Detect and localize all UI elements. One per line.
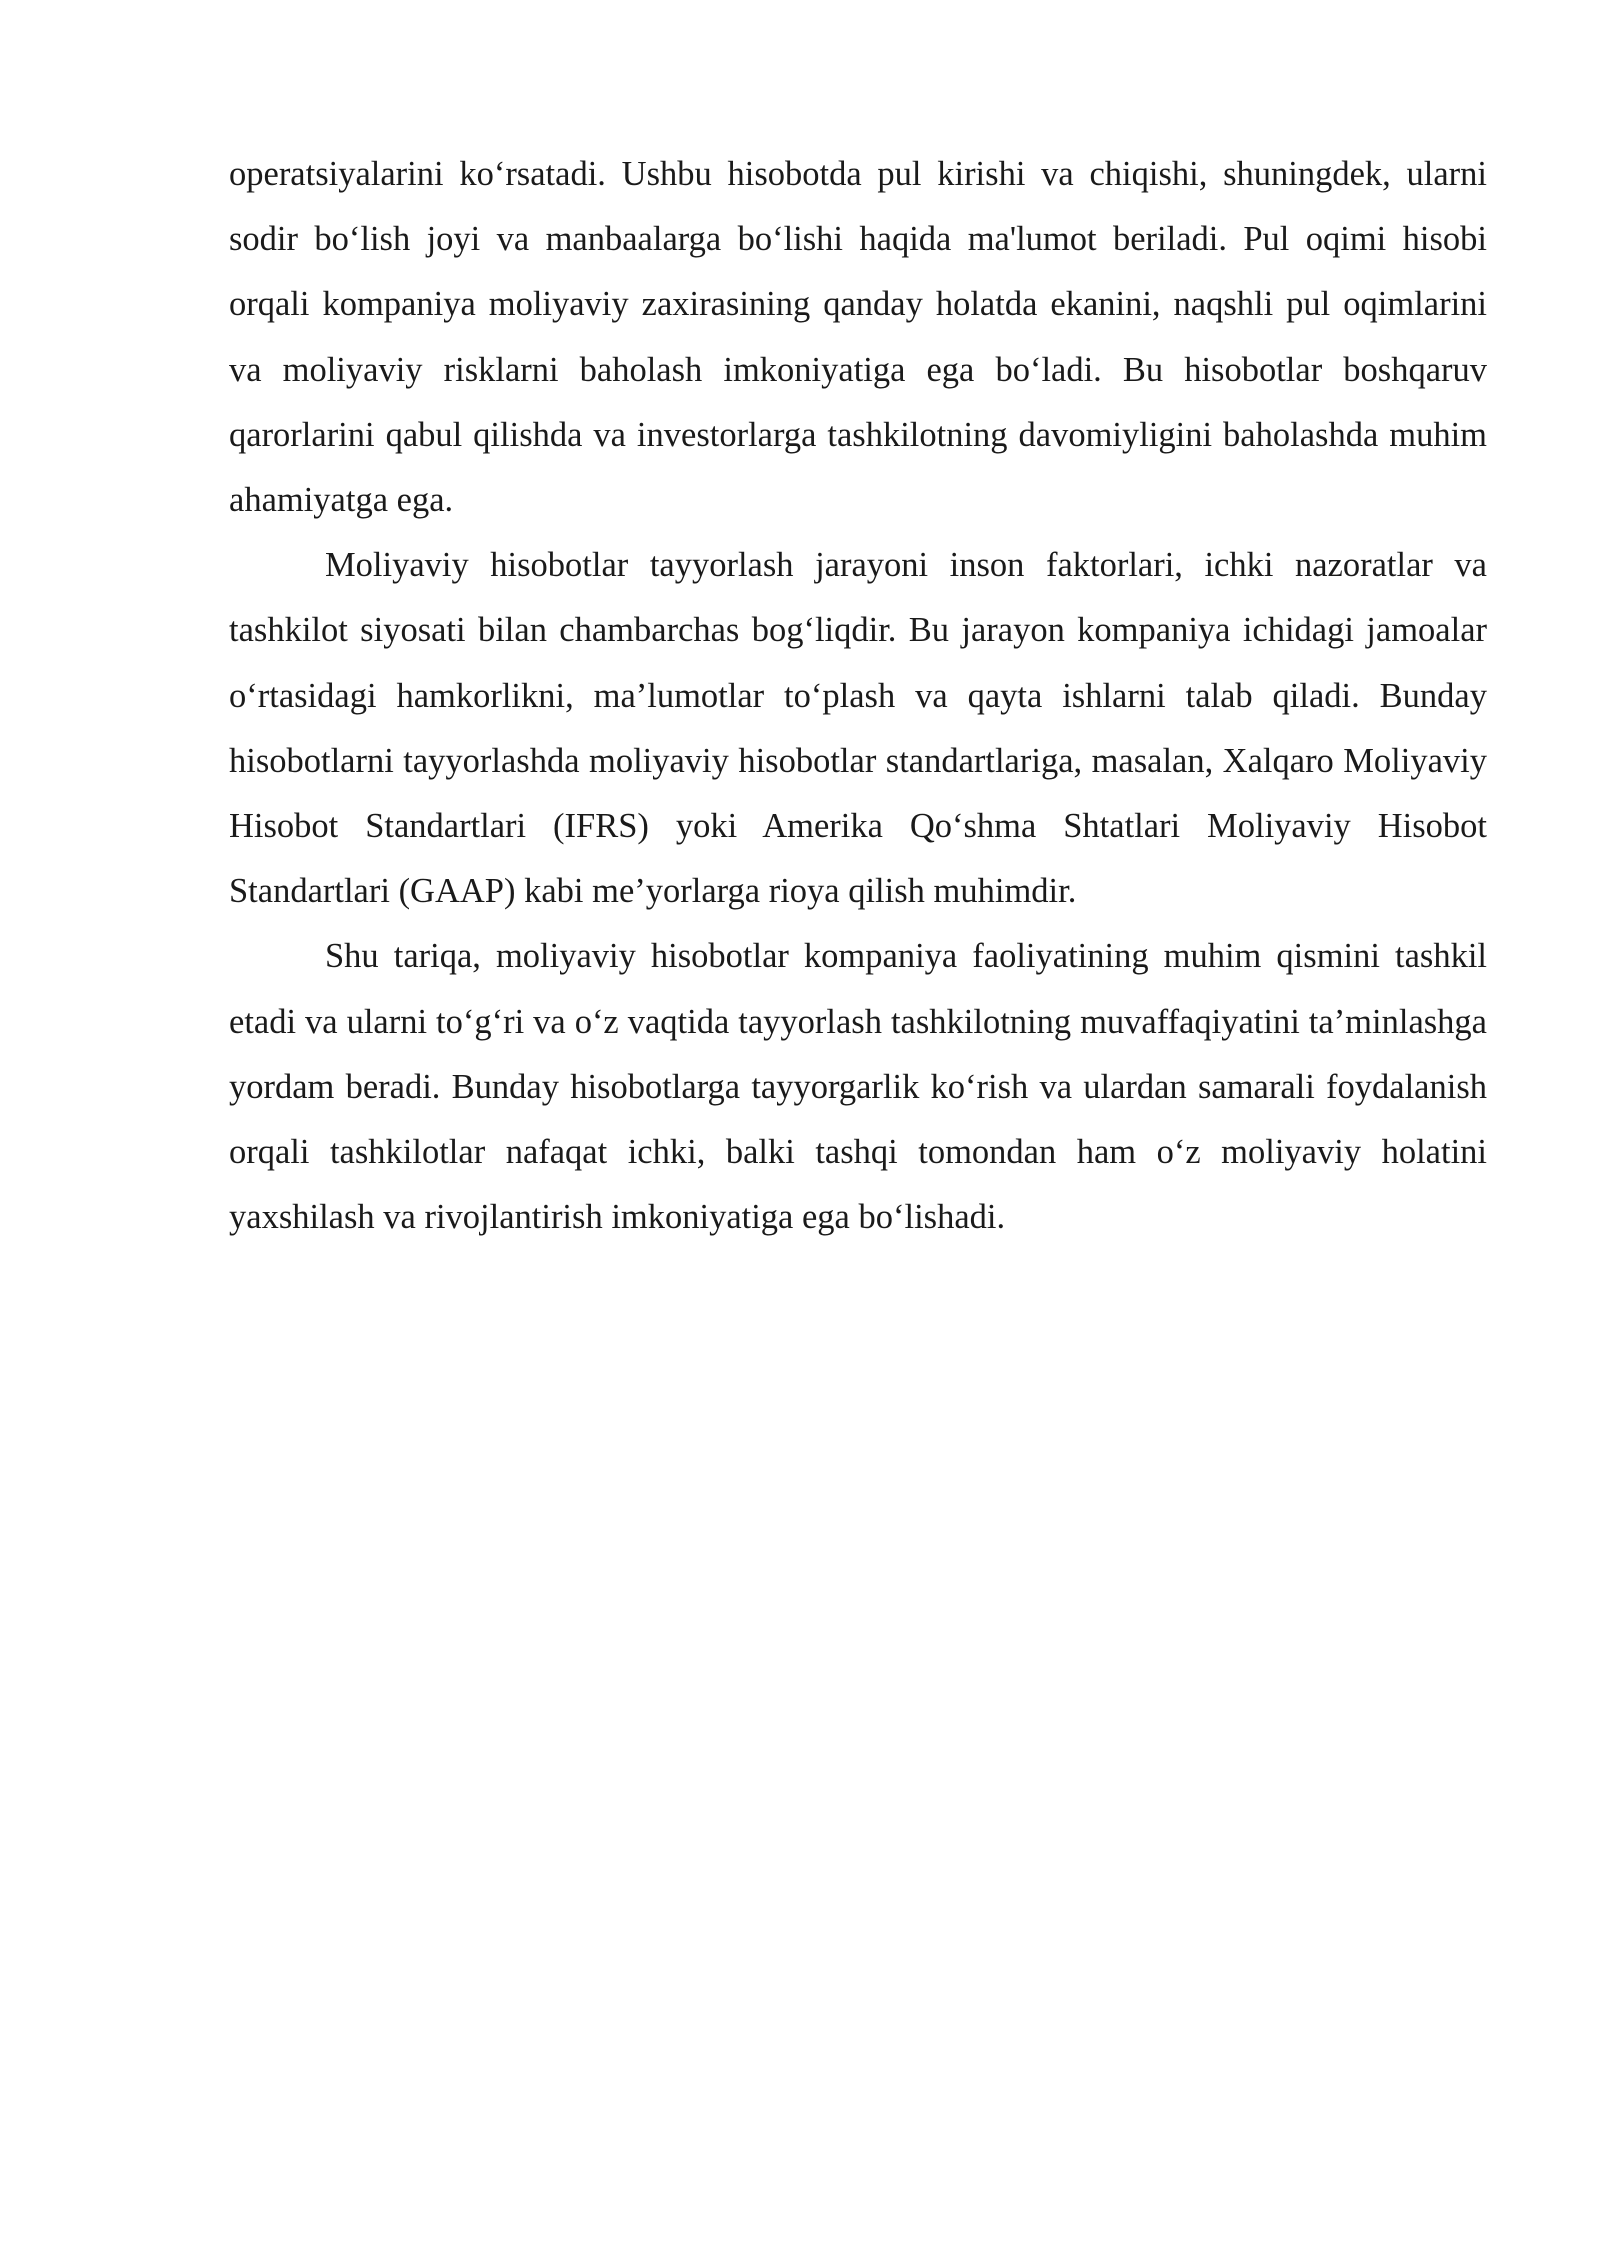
paragraph-conclusion: Shu tariqa, moliyaviy hisobotlar kompaniya faoliyatining muhim qismini tashkil etadi va ularni to‘g‘ri va o‘z vaqtida tayyorlash tashkilotning muvaffaqiyatini ta’minlashga yordam beradi. Bunday hisobotlarga tayyorgarlik ko‘rish va ulardan samarali foydalanish orqali tashkilotlar nafaqat ichki, balki tashqi tomondan ham o‘z moliyaviy holatini yaxshilash va rivojlantirish imkoniyatiga ega bo‘lishadi.: [229, 937, 1487, 1237]
body-text: [229, 142, 1487, 1250]
paragraph-continuation: operatsiyalarini ko‘rsatadi. Ushbu hisobotda pul kirishi va chiqishi, shuningdek, ularni sodir bo‘lish joyi va manbaalarga bo‘lishi haqida ma'lumot beriladi. Pul oqimi hisobi orqali kompaniya moliyaviy zaxirasining qanday holatda ekanini, naqshli pul oqimlarini va moliyaviy risklarni baholash imkoniyatiga ega bo‘ladi. Bu hisobotlar boshqaruv qarorlarini qabul qilishda va investorlarga tashkilotning davomiyligini baholashda muhim ahamiyatga ega.: [229, 155, 1487, 520]
paragraph-financial-reporting-process: Moliyaviy hisobotlar tayyorlash jarayoni inson faktorlari, ichki nazoratlar va tashkilot siyosati bilan chambarchas bog‘liqdir. Bu jarayon kompaniya ichidagi jamoalar o‘rtasidagi hamkorlikni, ma’lumotlar to‘plash va qayta ishlarni talab qiladi. Bunday hisobotlarni tayyorlashda moliyaviy hisobotlar standartlariga, masalan, Xalqaro Moliyaviy Hisobot Standartlari (IFRS) yoki Amerika Qo‘shma Shtatlari Moliyaviy Hisobot Standartlari (GAAP) kabi me’yorlarga rioya qilish muhimdir.: [229, 546, 1487, 911]
